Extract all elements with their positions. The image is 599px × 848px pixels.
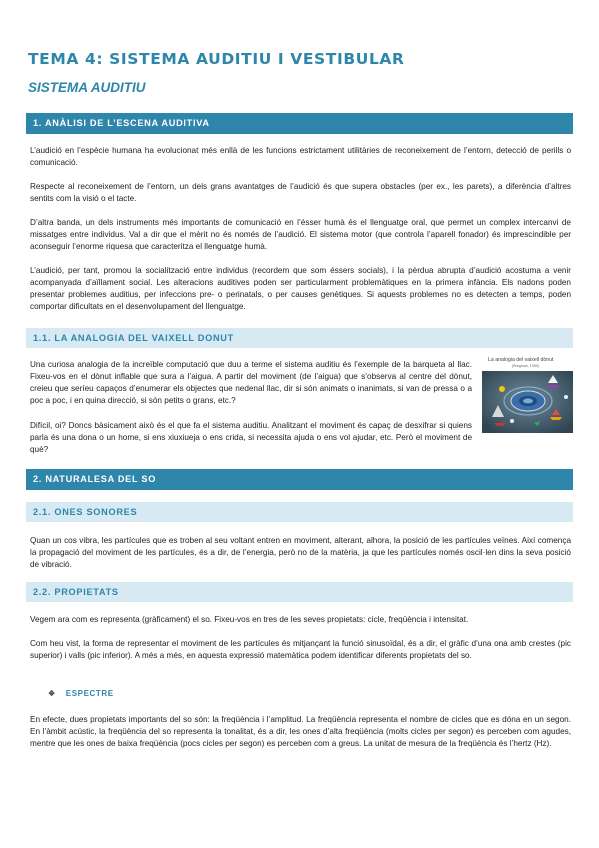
paragraph: Com heu vist, la forma de representar el moviment de les partícules és mitjançant la funció sinusoïdal, és a dir, el gràfic d’una ona amb crestes (pic superior) i valls (pic inferior). A més a més, en aquesta expressió matemàtica podem identificar diferents propietats del so. xyxy=(30,639,571,660)
page-title: TEMA 4: SISTEMA AUDITIU I VESTIBULAR xyxy=(28,50,405,68)
donut-boat-figure xyxy=(482,357,573,427)
page-subtitle: SISTEMA AUDITIU xyxy=(28,80,146,95)
bullet-icon: ❖ xyxy=(48,689,56,698)
paragraph: Quan un cos vibra, les partícules que es troben al seu voltant entren en moviment, alterant, alhora, la posició de les partícules veïnes. Així comença la propagació del moviment de les partícules, és a dir, de l’energia, però no de la matèria, ja que les partícules només oscil·len dins la seva posició de vibració. xyxy=(30,536,571,569)
section-heading-2: 2. NATURALESA DEL SO xyxy=(26,469,573,490)
paragraph: D’altra banda, un dels instruments més importants de comunicació en l’ésser humà és el llenguatge oral, que permet un complex intercanvi de missatges entre individus. Val a dir que el mèrit no és només de l’audició. El sistema motor (que controla l’aparell fonador) és imprescindible per aconseguir l’enorme riquesa que caracteritza el llenguatge humà. xyxy=(30,218,571,251)
paragraph: Una curiosa analogia de la increïble computació que duu a terme el sistema auditiu és l’exemple de la barqueta al llac. Fixeu-vos en el dònut inflable que sura a l’aigua. A partir del moviment (de l’aigua) que s’observa al centre del dònut, creieu que seríeu capaços d’enumerar els objectes que nedenal llac, dir si són animats o inanimats, si van de pressa o a poc a poc, i en quina direcció, si són petits o grans, etc.? xyxy=(30,360,472,405)
paragraph: Respecte al reconeixement de l’entorn, un dels grans avantatges de l’audició és que supera obstacles (per ex., les parets), a diferència d’altres sentits com la visió o el tacte. xyxy=(30,182,571,203)
donut-illustration xyxy=(482,371,573,433)
paragraph: Difícil, oi? Doncs bàsicament això és el que fa el sistema auditiu. Analitzant el moviment és capaç de desxifrar si quiens parla és una dona o un home, si ens xiuxiueja o ens crida, si necessita ajuda o ens vol ajudar, etc. Però el moviment de què? xyxy=(30,421,472,454)
subheading-label: ESPECTRE xyxy=(65,689,114,698)
figure-source: (Bregman, 1990) xyxy=(512,364,539,368)
paragraph: Vegem ara com es representa (gràficament) el so. Fixeu-vos en tres de les seves propietats: cicle, freqüència i intensitat. xyxy=(30,615,469,624)
paragraph: L’audició, per tant, promou la socialització entre individus (recordem que som éssers socials), i la pèrdua abrupta d’audició acostuma a venir acompanyada d’aïllament social. Les alteracions auditives poden ser particularment problemàtiques en la primera infància. Els nadons poden presentar problemes auditius, per infeccions pre- o perinatals, o per causes genètiques. Si aquests problemes no es detecten a temps, poden comportar dificultats en el desenvolupament del llenguatge. xyxy=(30,266,571,311)
subheading-espectre xyxy=(48,689,114,698)
figure-caption: La analogia del vaixell dònut xyxy=(488,357,554,363)
section-heading-2-2: 2.2. PROPIETATS xyxy=(26,582,573,602)
paragraph: L’audició en l’espècie humana ha evolucionat més enllà de les funcions estrictament utilitàries de reconeixement de l’entorn, detecció de perills o comunicació. xyxy=(30,146,571,167)
paragraph: En efecte, dues propietats importants del so són: la freqüència i l’amplitud. La freqüència representa el nombre de cicles que es dóna en un segon. En l’àmbit acústic, la freqüència del so representa la tonalitat, és a dir, les ones d’alta freqüència (molts cicles per segon) es perceben com agudes, mentre que les ones de baixa freqüència (pocs cicles per segon) es perceben com a greus. La unitat de mesura de la freqüència és l’hertz (Hz). xyxy=(30,715,571,748)
section-heading-1: 1. ANÀLISI DE L’ESCENA AUDITIVA xyxy=(26,113,573,134)
section-heading-1-1: 1.1. LA ANALOGIA DEL VAIXELL DONUT xyxy=(26,328,573,348)
section-heading-2-1: 2.1. ONES SONORES xyxy=(26,502,573,522)
